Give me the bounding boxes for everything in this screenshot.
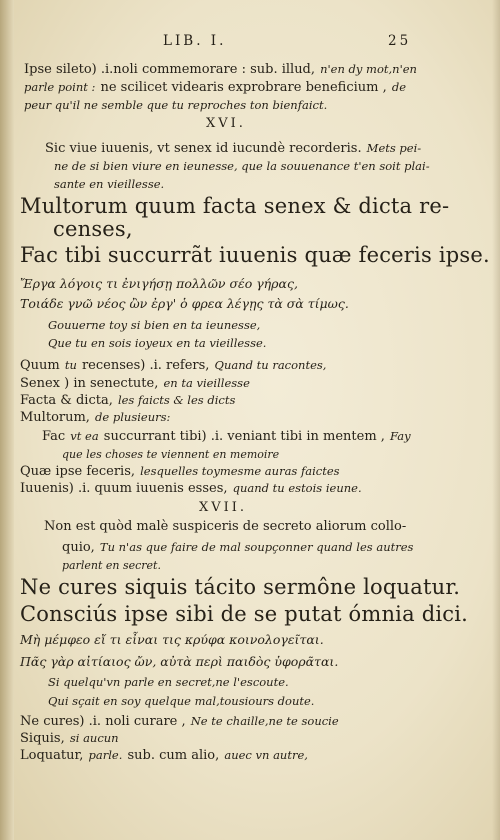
greek-line: Τοιάδε γνῶ νέος ὢν ἐργ' ὁ φρεα λέγῃς τὰ σὰ τίμως.: [20, 296, 349, 311]
prose-line: Non est quòd malè suspiceris de secreto aliorum collo-: [44, 519, 407, 534]
prose-line: Sic viue iuuenis, vt senex id iucundè recorderis. Mets pei-: [45, 141, 422, 156]
page-gutter: [0, 0, 14, 840]
commentary-line: peur qu'il ne semble que tu reproches ton bienfaict.: [24, 98, 328, 112]
prose-line: ne de si bien viure en ieunesse, que la souuenance t'en soit plai-: [54, 159, 430, 173]
gloss-line: Senex ) in senectute, en ta vieillesse: [20, 376, 250, 391]
prose-line: parlent en secret.: [62, 559, 161, 572]
gloss-line: Ne cures) .i. noli curare , Ne te chaille,ne te soucie: [20, 714, 339, 729]
verse-line: censes,: [53, 217, 133, 241]
running-head: LIB. I.: [163, 33, 227, 49]
french-verse-line: Qui sçait en soy quelque mal,tousiours doute.: [48, 694, 315, 708]
greek-line: Πᾶς γὰρ αἰτίαιος ὤν, αὐτὰ περὶ παιδὸς ὑφορᾶται.: [20, 654, 339, 669]
verse-line: Multorum quum facta senex & dicta re-: [20, 194, 450, 218]
commentary-line: parle point : ne scilicet videaris exprobrare beneficium , de: [24, 80, 407, 95]
gloss-line: Multorum, de plusieurs:: [20, 410, 171, 425]
verse-line: Fac tibi succurrãt iuuenis quæ feceris ipse.: [20, 243, 490, 267]
prose-line: quio, Tu n'as que faire de mal soupçonner quand les autres: [62, 540, 414, 555]
verse-line: Ne cures siquis tácito sermône loquatur.: [20, 575, 461, 599]
gloss-line: Quum tu recenses) .i. refers, Quand tu racontes,: [20, 358, 327, 373]
french-verse-line: Que tu en sois ioyeux en ta vieillesse.: [48, 336, 267, 350]
gloss-line: Quæ ipse feceris, lesquelles toymesme auras faictes: [20, 464, 340, 479]
gloss-line: Siquis, si aucun: [20, 731, 119, 746]
page-number: 25: [388, 33, 412, 49]
gloss-line: Loquatur, parle. sub. cum alio, auec vn autre,: [20, 748, 308, 763]
verse-line: Consciús ipse sibi de se putat ómnia dici.: [20, 602, 469, 626]
greek-line: Ἔργα λόγοις τι ἐνιγήσῃ πολλῶν σέο γήρας,: [20, 276, 298, 291]
commentary-line: Ipse sileto) .i.noli commemorare : sub. illud, n'en dy mot,n'en: [24, 62, 417, 77]
french-verse-line: Gouuerne toy si bien en ta ieunesse,: [48, 318, 261, 332]
page-edge-shadow: [492, 0, 500, 840]
gloss-line: que les choses te viennent en memoire: [62, 448, 280, 461]
greek-line: Μὴ μέμφεο εἴ τι εἶναι τις κρύφα κοινολογεῖται.: [20, 632, 324, 647]
french-verse-line: Si quelqu'vn parle en secret,ne l'escoute.: [48, 675, 289, 689]
section-number: XVI.: [206, 116, 246, 131]
prose-line: sante en vieillesse.: [54, 177, 165, 191]
gloss-line: Iuuenis) .i. quum iuuenis esses, quand tu estois ieune.: [20, 481, 362, 496]
gloss-line: Facta & dicta, les faicts & les dicts: [20, 393, 236, 408]
section-number: XVII.: [199, 500, 248, 515]
gloss-line: Fac vt ea succurrant tibi) .i. veniant tibi in mentem , Fay: [42, 429, 411, 444]
